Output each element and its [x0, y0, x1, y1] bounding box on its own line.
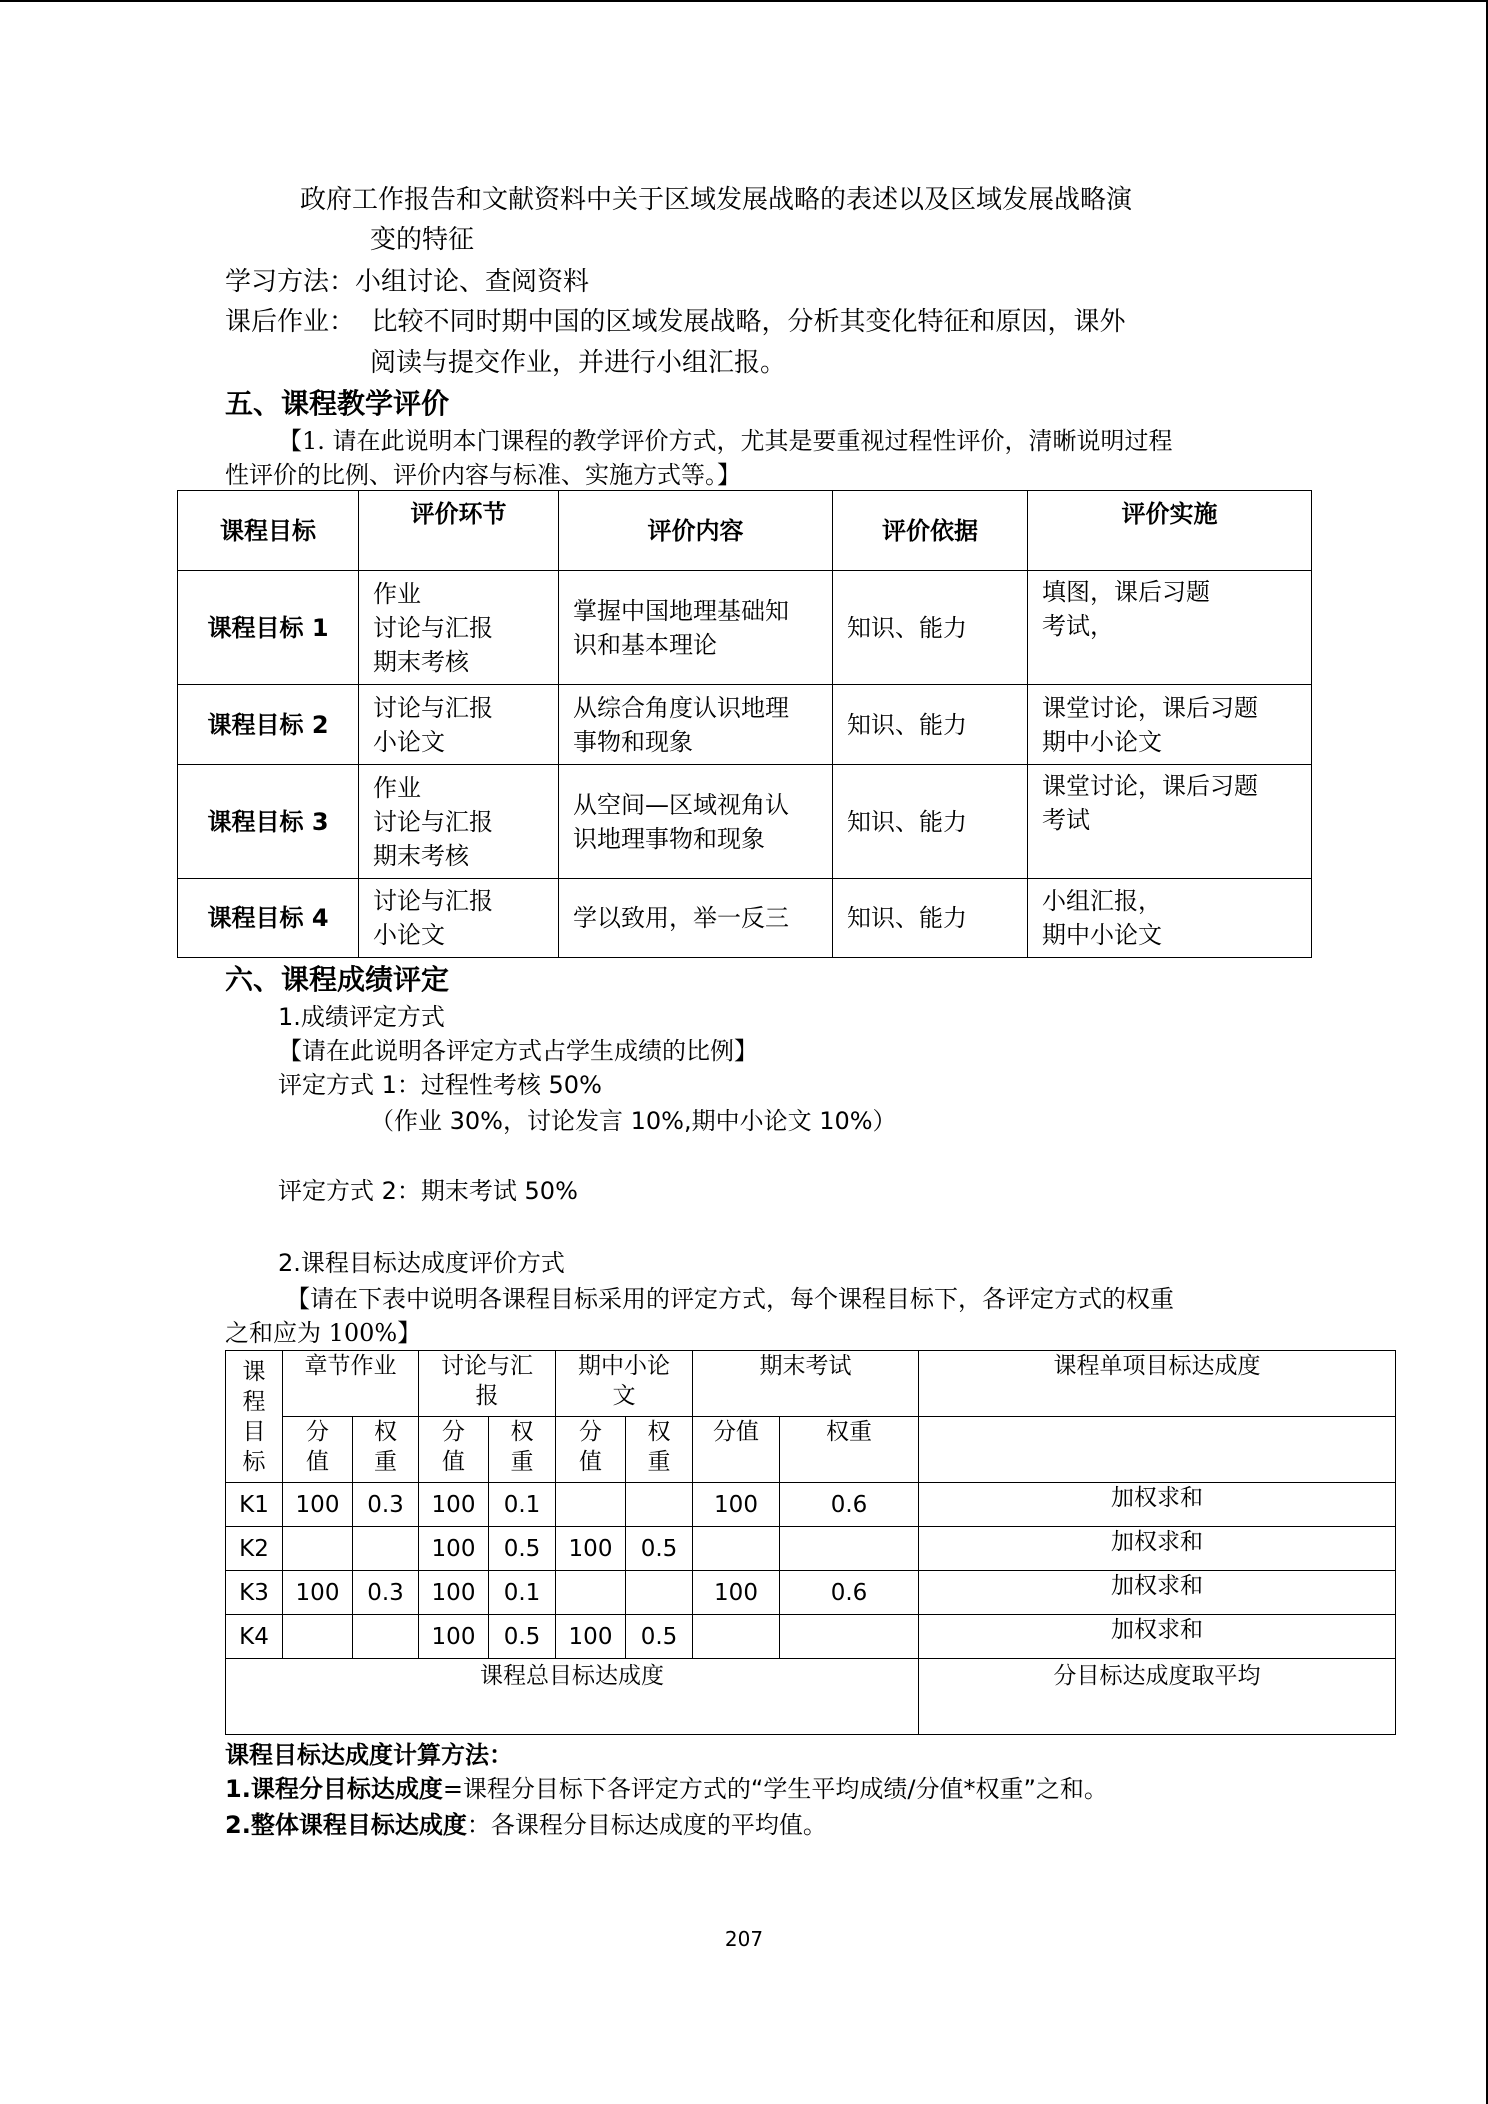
content-cell: 掌握中国地理基础知 识和基本理论	[559, 571, 833, 685]
homework	[225, 304, 1126, 340]
table-row	[226, 1483, 1396, 1527]
calc-line-2	[225, 1808, 827, 1842]
homework-score: 100	[283, 1571, 353, 1615]
total-achievement-value: 分目标达成度取平均	[919, 1659, 1396, 1735]
header-final-exam: 期末考试	[693, 1351, 919, 1417]
final-weight	[780, 1527, 919, 1571]
stage-cell: 讨论与汇报 小论文	[359, 685, 559, 765]
header-weight: 权 重	[626, 1417, 693, 1483]
discussion-weight: 0.1	[489, 1571, 556, 1615]
final-weight	[780, 1615, 919, 1659]
section-6-note-1: 【请在此说明各评定方式占学生成绩的比例】	[278, 1037, 758, 1065]
midterm-score: 100	[556, 1527, 626, 1571]
evaluation-table	[177, 490, 1312, 958]
header-implementation: 评价实施	[1028, 491, 1312, 571]
discussion-score: 100	[419, 1483, 489, 1527]
table-row	[226, 1571, 1396, 1615]
target-k: K4	[226, 1615, 283, 1659]
final-score	[693, 1527, 780, 1571]
study-method	[225, 264, 589, 300]
section-6-sub-1: 1.成绩评定方式	[278, 1003, 445, 1031]
midterm-weight: 0.5	[626, 1527, 693, 1571]
midterm-weight: 0.5	[626, 1615, 693, 1659]
midterm-score: 100	[556, 1615, 626, 1659]
header-weight: 权 重	[353, 1417, 419, 1483]
header-homework: 章节作业	[283, 1351, 419, 1417]
achievement-table	[225, 1350, 1396, 1735]
discussion-score: 100	[419, 1571, 489, 1615]
achievement-header-row-1	[226, 1351, 1396, 1417]
calc-1-term: 1.课程分目标达成度	[225, 1775, 443, 1803]
header-score: 分 值	[283, 1417, 353, 1483]
single-achievement: 加权求和	[919, 1483, 1396, 1527]
midterm-score	[556, 1483, 626, 1527]
final-weight: 0.6	[780, 1571, 919, 1615]
content-cell: 学以致用，举一反三	[559, 879, 833, 958]
homework-weight: 0.3	[353, 1483, 419, 1527]
basis-cell: 知识、能力	[833, 571, 1028, 685]
table-row	[178, 879, 1312, 958]
discussion-score: 100	[419, 1615, 489, 1659]
single-achievement: 加权求和	[919, 1615, 1396, 1659]
study-method-label: 学习方法：	[225, 267, 356, 297]
study-method-value: 小组讨论、查阅资料	[355, 267, 590, 297]
basis-cell: 知识、能力	[833, 765, 1028, 879]
goal-cell: 课程目标 2	[178, 685, 359, 765]
header-discussion: 讨论与汇 报	[419, 1351, 556, 1417]
corner-cell: 课 程 目 标	[226, 1351, 283, 1483]
page-top-border	[0, 0, 1488, 2]
header-score: 分 值	[556, 1417, 626, 1483]
section-5-heading: 五、课程教学评价	[225, 387, 450, 420]
basis-cell: 知识、能力	[833, 685, 1028, 765]
target-k: K2	[226, 1527, 283, 1571]
calc-2-term: 2.整体课程目标达成度	[225, 1811, 467, 1839]
achievement-header-row-2	[226, 1417, 1396, 1483]
header-score: 分值	[693, 1417, 780, 1483]
section-6-heading: 六、课程成绩评定	[225, 963, 450, 996]
midterm-score	[556, 1571, 626, 1615]
content-cell: 从综合角度认识地理 事物和现象	[559, 685, 833, 765]
discussion-weight: 0.5	[489, 1527, 556, 1571]
grading-method-1-detail: （作业 30%，讨论发言 10%,期中小论文 10%）	[370, 1107, 897, 1135]
grading-method-1: 评定方式 1：过程性考核 50%	[278, 1071, 602, 1099]
homework-weight	[353, 1615, 419, 1659]
header-content: 评价内容	[559, 491, 833, 571]
calc-2-definition: ：各课程分目标达成度的平均值。	[466, 1811, 827, 1839]
intro-line-2: 变的特征	[370, 225, 475, 255]
evaluation-table-header	[178, 491, 1312, 571]
impl-cell: 课堂讨论，课后习题 考试	[1028, 765, 1312, 879]
stage-cell: 讨论与汇报 小论文	[359, 879, 559, 958]
homework-line-1: 比较不同时期中国的区域发展战略，分析其变化特征和原因，课外	[371, 307, 1126, 337]
goal-cell: 课程目标 3	[178, 765, 359, 879]
homework-score: 100	[283, 1483, 353, 1527]
basis-cell: 知识、能力	[833, 879, 1028, 958]
section-5-note-line-2: 性评价的比例、评价内容与标准、实施方式等。】	[225, 461, 741, 489]
final-score	[693, 1615, 780, 1659]
final-score: 100	[693, 1571, 780, 1615]
total-row	[226, 1659, 1396, 1735]
calc-heading: 课程目标达成度计算方法：	[225, 1741, 513, 1769]
homework-label: 课后作业：	[225, 307, 356, 337]
impl-cell: 小组汇报， 期中小论文	[1028, 879, 1312, 958]
header-single-achievement: 课程单项目标达成度	[919, 1351, 1396, 1417]
content-cell: 从空间—区域视角认 识地理事物和现象	[559, 765, 833, 879]
header-basis: 评价依据	[833, 491, 1028, 571]
calc-1-definition: =课程分目标下各评定方式的“学生平均成绩/分值*权重”之和。	[442, 1775, 1108, 1803]
homework-weight: 0.3	[353, 1571, 419, 1615]
header-stage: 评价环节	[359, 491, 559, 571]
discussion-weight: 0.1	[489, 1483, 556, 1527]
calc-line-1	[225, 1772, 1108, 1806]
stage-cell: 作业 讨论与汇报 期末考核	[359, 765, 559, 879]
table-row	[178, 685, 1312, 765]
header-score: 分 值	[419, 1417, 489, 1483]
goal-cell: 课程目标 1	[178, 571, 359, 685]
target-k: K3	[226, 1571, 283, 1615]
homework-weight	[353, 1527, 419, 1571]
stage-cell: 作业 讨论与汇报 期末考核	[359, 571, 559, 685]
grading-method-2: 评定方式 2：期末考试 50%	[278, 1177, 578, 1205]
table-row	[226, 1615, 1396, 1659]
section-6-sub-2: 2.课程目标达成度评价方式	[278, 1249, 565, 1277]
header-weight: 权 重	[489, 1417, 556, 1483]
section-6-note-2-line-2: 之和应为 100%】	[225, 1319, 422, 1347]
final-weight: 0.6	[780, 1483, 919, 1527]
header-goal: 课程目标	[178, 491, 359, 571]
header-weight: 权重	[780, 1417, 919, 1483]
impl-cell: 填图，课后习题 考试，	[1028, 571, 1312, 685]
midterm-weight	[626, 1483, 693, 1527]
homework-score	[283, 1615, 353, 1659]
final-score: 100	[693, 1483, 780, 1527]
single-achievement: 加权求和	[919, 1527, 1396, 1571]
header-midterm-paper: 期中小论 文	[556, 1351, 693, 1417]
homework-line-2: 阅读与提交作业，并进行小组汇报。	[370, 348, 787, 378]
discussion-weight: 0.5	[489, 1615, 556, 1659]
section-5-note-line-1: 【1. 请在此说明本门课程的教学评价方式，尤其是要重视过程性评价，清晰说明过程	[278, 427, 1173, 455]
table-row	[178, 571, 1312, 685]
target-k: K1	[226, 1483, 283, 1527]
total-achievement-label: 课程总目标达成度	[226, 1659, 919, 1735]
discussion-score: 100	[419, 1527, 489, 1571]
intro-line-1: 政府工作报告和文献资料中关于区域发展战略的表述以及区域发展战略演	[300, 185, 1133, 215]
table-row	[178, 765, 1312, 879]
midterm-weight	[626, 1571, 693, 1615]
table-row	[226, 1527, 1396, 1571]
section-6-note-2-line-1: 【请在下表中说明各课程目标采用的评定方式，每个课程目标下，各评定方式的权重	[286, 1285, 1174, 1313]
homework-score	[283, 1527, 353, 1571]
goal-cell: 课程目标 4	[178, 879, 359, 958]
header-empty-cell	[919, 1417, 1396, 1483]
impl-cell: 课堂讨论，课后习题 期中小论文	[1028, 685, 1312, 765]
single-achievement: 加权求和	[919, 1571, 1396, 1615]
page-number: 207	[724, 1927, 764, 1951]
